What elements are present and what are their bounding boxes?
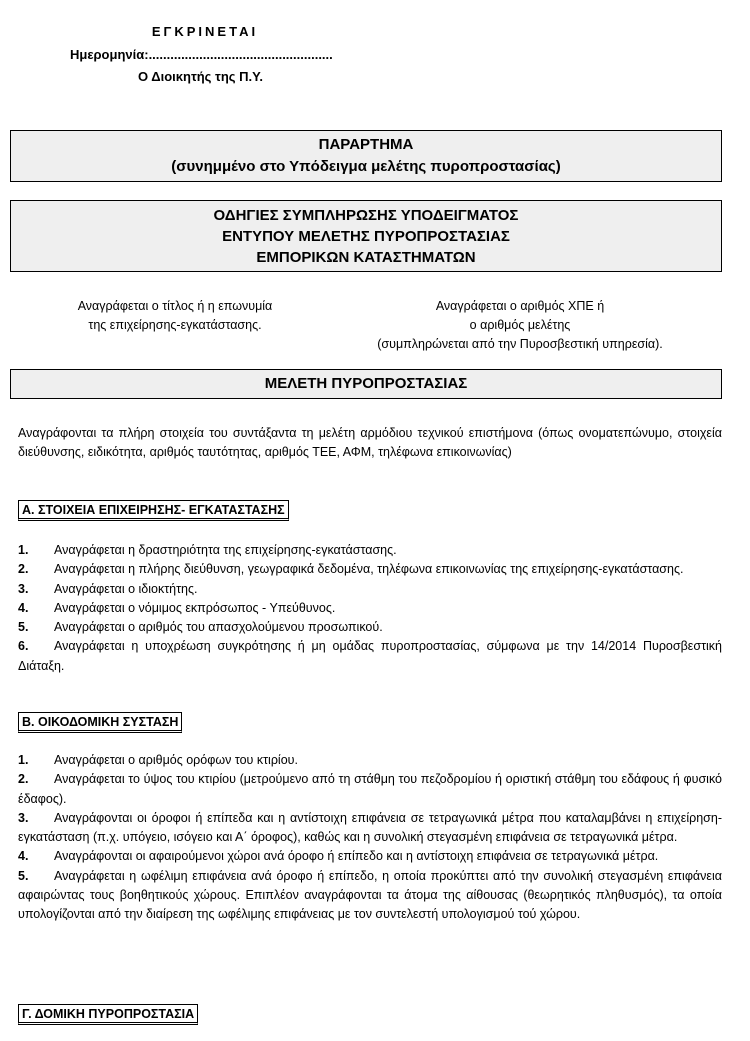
item-number: 1. [18,543,29,557]
study-title: ΜΕΛΕΤΗ ΠΥΡΟΠΡΟΣΤΑΣΙΑΣ [264,375,468,392]
item-text: Αναγράφεται το ύψος του κτιρίου (μετρούμενο από τη στάθμη του πεζοδρομίου ή οριστική στάθμη του εδάφους ή φυσικό έδαφος). [18,772,722,806]
left-note-line-2: της επιχείρησης-εγκατάστασης. [88,318,262,332]
item-number: 2. [18,562,29,577]
item-text: Αναγράφεται η δραστηριότητα της επιχείρησης-εγκατάστασης. [54,543,397,557]
annex-title: ΠΑΡΑΡΤΗΜΑ [318,136,414,153]
date-dots: ................................................... [148,47,333,62]
list-item [18,560,722,579]
list-item [18,867,722,925]
approval-title: ΕΓΚΡΙΝΕΤΑΙ [151,24,259,39]
list-item [18,751,722,770]
section-a-list [18,541,722,676]
item-text: Αναγράφονται οι αφαιρούμενοι χώροι ανά όροφο ή επίπεδο και η αντίστοιχη επιφάνεια σε τετραγωνικά μέτρα. [54,849,659,864]
item-number: 4. [18,849,29,864]
item-text: Αναγράφεται ο ιδιοκτήτης. [54,581,198,596]
date-label: Ημερομηνία: [70,47,149,62]
section-b-heading: Β. ΟΙΚΟΔΟΜΙΚΗ ΣΥΣΤΑΣΗ [18,712,182,733]
instructions-line-2: ΕΝΤΥΠΟΥ ΜΕΛΕΤΗΣ ΠΥΡΟΠΡΟΣΤΑΣΙΑΣ [222,228,510,245]
list-item [18,847,722,866]
section-b-list [18,751,722,925]
item-text: Αναγράφεται ο νόμιμος εκπρόσωπος - Υπεύθυνος. [54,600,336,615]
list-item [18,637,722,676]
list-item [18,599,722,618]
intro-paragraph: Αναγράφονται τα πλήρη στοιχεία του συντάξαντα τη μελέτη αρμόδιου τεχνικού επιστήμονα (όπως ονοματεπώνυμο, στοιχεία διεύθυνσης, ειδικότητα, αριθμός ταυτότητας, αριθμός ΤΕΕ, ΑΦΜ, τηλέφωνα επικοινωνίας) [18,426,722,460]
list-item [18,770,722,809]
item-number: 3. [18,810,29,825]
item-text: Αναγράφεται η υποχρέωση συγκρότησης ή μη ομάδας πυροπροστασίας, σύμφωνα με την 14/2014 Πυροσβεστική Διάταξη. [18,639,722,673]
annex-box [10,130,722,182]
item-number: 5. [18,868,29,883]
item-number: 1. [18,753,29,767]
annex-subtitle: (συνημμένο στο Υπόδειγμα μελέτης πυροπροστασίας) [171,158,561,175]
signatory: Ο Διοικητής της Π.Υ. [138,69,264,84]
list-item [18,618,722,637]
item-number: 4. [18,600,29,615]
instructions-box [10,200,722,272]
item-text: Αναγράφεται η πλήρης διεύθυνση, γεωγραφικά δεδομένα, τηλέφωνα επικοινωνίας της επιχείρησης-εγκατάστασης. [54,562,684,577]
item-text: Αναγράφονται οι όροφοι ή επίπεδα και η αντίστοιχη επιφάνεια σε τετραγωνικά μέτρα που καταλαμβάνει η επιχείρηση- εγκατάσταση (π.χ. υπόγειο, ισόγειο και Α΄ όροφος), καθώς και η συνολική στεγασμένη επιφάνεια σε τετραγωνικά μέτρα. [18,810,722,845]
item-text: Αναγράφεται η ωφέλιμη επιφάνεια ανά όροφο ή επίπεδο, η οποία προκύπτει από την συνολική στεγασμένη επιφάνεια αφαιρώντας τους βοηθητικούς χώρους. Επιπλέον αναγράφονται τα άτομα της αίθουσας (θεωρητικός πληθυσμός), τα οποία υπολογίζονται από την διαίρεση της ωφέλιμης επιφάνειας με τον συντελεστή υπολογισμού τού χώρου. [18,868,722,922]
item-number: 3. [18,581,29,596]
list-item [18,580,722,599]
instructions-line-3: ΕΜΠΟΡΙΚΩΝ ΚΑΤΑΣΤΗΜΑΤΩΝ [256,249,476,266]
right-note-line-1: Αναγράφεται ο αριθμός ΧΠΕ ή [435,299,605,313]
section-c-heading: Γ. ΔΟΜΙΚΗ ΠΥΡΟΠΡΟΣΤΑΣΙΑ [18,1004,198,1025]
business-title-note [40,297,310,335]
right-note-line-2: ο αριθμός μελέτης [469,318,571,332]
item-number: 6. [18,639,29,654]
study-number-note [330,297,710,354]
right-note-line-3: (συμπληρώνεται από την Πυροσβεστική υπηρεσία). [377,337,663,351]
item-text: Αναγράφεται ο αριθμός του απασχολούμενου προσωπικού. [54,620,383,635]
list-item [18,541,722,560]
item-number: 5. [18,620,29,635]
section-a-heading: Α. ΣΤΟΙΧΕΙΑ ΕΠΙΧΕΙΡΗΣΗΣ- ΕΓΚΑΤΑΣΤΑΣΗΣ [18,500,289,521]
approval-date-line [70,47,333,62]
item-number: 2. [18,772,29,787]
list-item [18,809,722,848]
left-note-line-1: Αναγράφεται ο τίτλος ή η επωνυμία [77,299,273,313]
instructions-line-1: ΟΔΗΓΙΕΣ ΣΥΜΠΛΗΡΩΣΗΣ ΥΠΟΔΕΙΓΜΑΤΟΣ [213,207,519,224]
item-text: Αναγράφεται ο αριθμός ορόφων του κτιρίου. [54,753,298,767]
study-title-box [10,369,722,399]
